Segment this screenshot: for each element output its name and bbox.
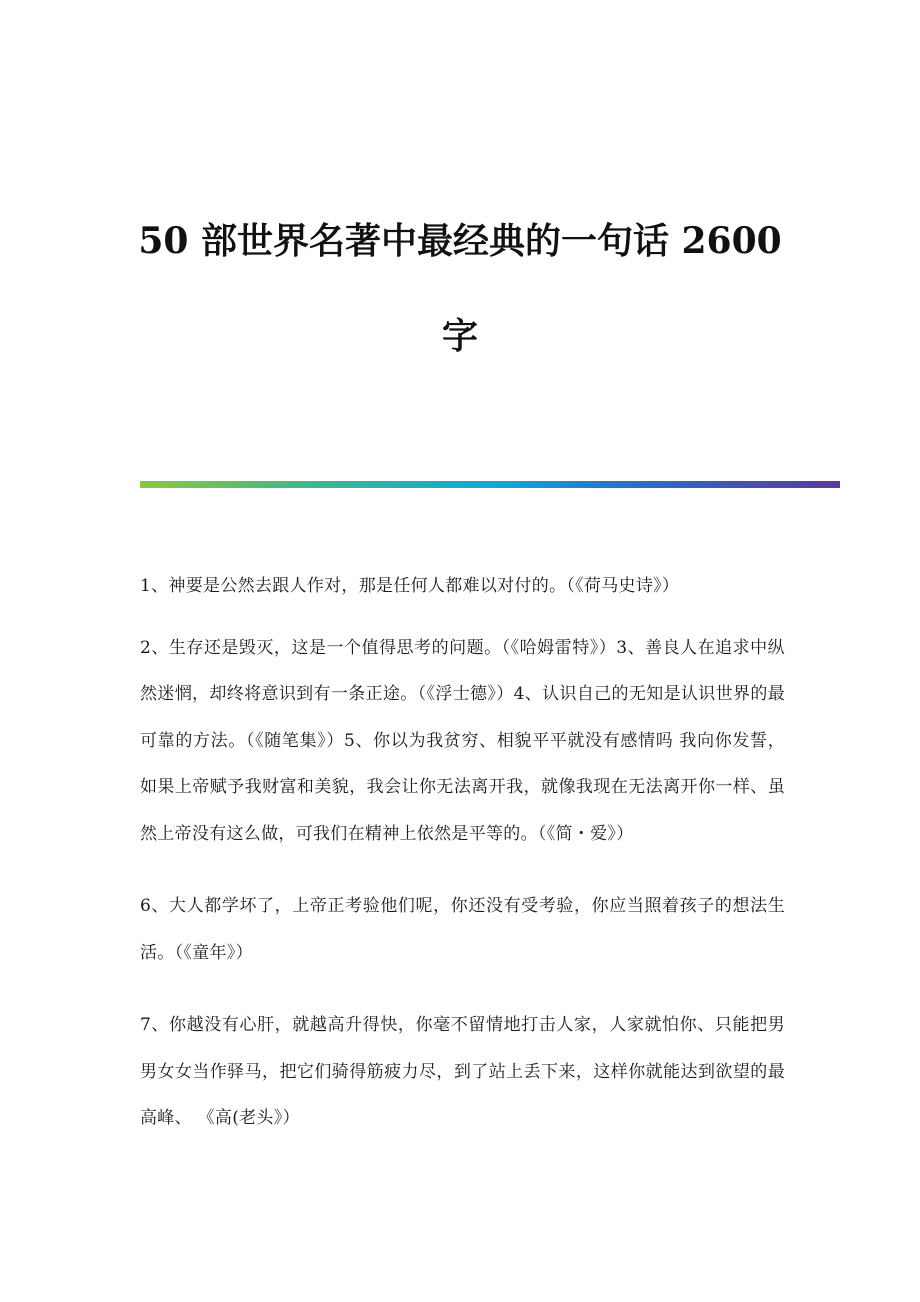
document-title-line-2: 字 xyxy=(441,315,478,357)
paragraph-4: 7、你越没有心肝，就越高升得快，你毫不留情地打击人家，人家就怕你、只能把男男女女当作驿马，把它们骑得筋疲力尽，到了站上丢下来，这样你就能达到欲望的最高峰、 《高(老头》） xyxy=(140,1015,785,1128)
paragraph-1: 1、神要是公然去跟人作对，那是任何人都难以对付的。（《荷马史诗》） xyxy=(140,576,680,596)
paragraph-3: 6、大人都学坏了，上帝正考验他们呢，你还没有受考验，你应当照着孩子的想法生活。（《童年》） xyxy=(140,896,785,963)
paragraph-2: 2、生存还是毁灭，这是一个值得思考的问题。（《哈姆雷特》）3、善良人在追求中纵然迷惘，却终将意识到有一条正途。（《浮士德》）4、认识自己的无知是认识世界的最可靠的方法。（《随笔集》）5、你以为我贫穷、相貌平平就没有感情吗 我向你发誓，如果上帝赋予我财富和美貌，我会让你无法离开我，就像我现在无法离开你一样、虽然上帝没有这么做，可我们在精神上依然是平等的。（《简・爱》） xyxy=(140,637,785,844)
gradient-divider xyxy=(140,481,840,488)
document-title-line-1: 50 部世界名著中最经典的一句话 2600 xyxy=(138,220,782,262)
document-body xyxy=(140,563,785,1168)
